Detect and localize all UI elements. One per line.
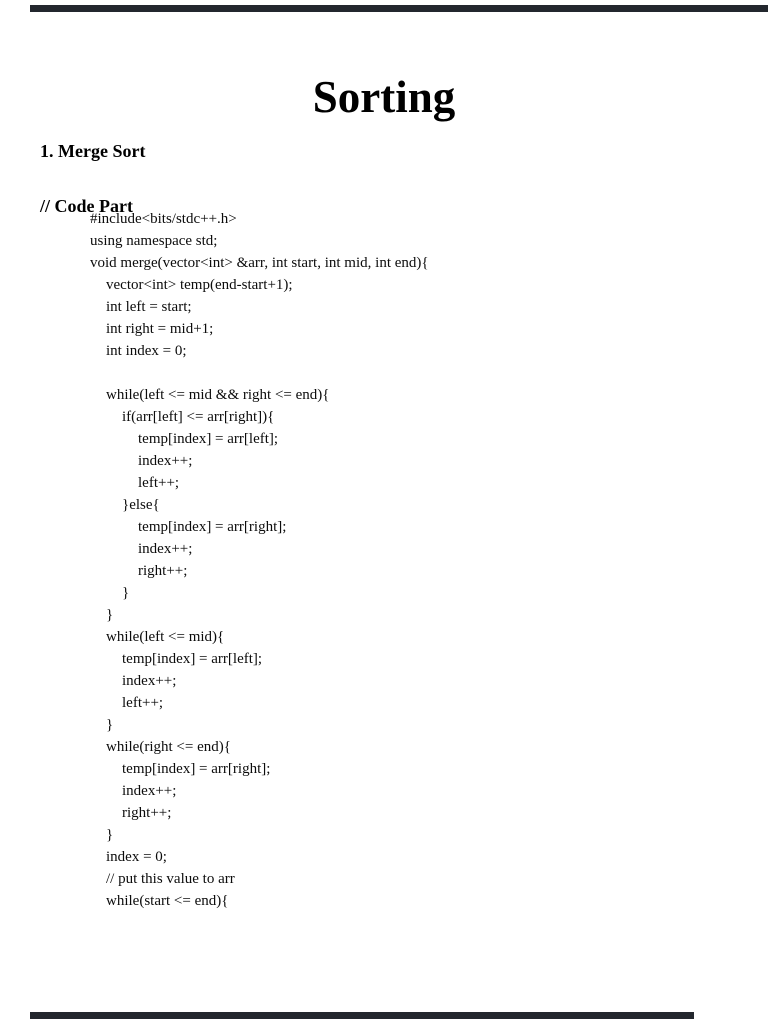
code-line: }: [106, 827, 114, 843]
code-line: vector<int> temp(end-start+1);: [106, 277, 293, 293]
code-line: }: [122, 585, 130, 601]
code-line: while(start <= end){: [106, 893, 229, 909]
code-line: while(left <= mid && right <= end){: [106, 387, 330, 403]
code-line: left++;: [122, 695, 164, 711]
code-line: int left = start;: [106, 299, 192, 315]
code-line: int index = 0;: [106, 343, 187, 359]
document-title: Sorting: [312, 72, 456, 123]
code-line: right++;: [138, 563, 188, 579]
top-edge-bar: [30, 5, 768, 12]
code-line: temp[index] = arr[right];: [122, 761, 271, 777]
code-line: if(arr[left] <= arr[right]){: [122, 409, 275, 425]
code-line: void merge(vector<int> &arr, int start, int mid, int end){: [90, 255, 429, 271]
code-line: while(left <= mid){: [106, 629, 225, 645]
code-line: [90, 362, 758, 384]
section-heading-merge-sort: 1. Merge Sort: [40, 140, 146, 161]
code-line: }: [106, 717, 114, 733]
code-line: #include<bits/stdc++.h>: [90, 211, 237, 227]
code-line: temp[index] = arr[left];: [122, 651, 263, 667]
code-line: index++;: [138, 453, 193, 469]
code-line: }else{: [122, 497, 160, 513]
code-line: temp[index] = arr[left];: [138, 431, 279, 447]
code-line: int right = mid+1;: [106, 321, 214, 337]
code-line: // put this value to arr: [106, 871, 235, 887]
code-line: using namespace std;: [90, 233, 218, 249]
code-line: while(right <= end){: [106, 739, 231, 755]
code-line: right++;: [122, 805, 172, 821]
code-line: left++;: [138, 475, 180, 491]
code-line: index++;: [122, 783, 177, 799]
code-line: index = 0;: [106, 849, 167, 865]
code-part-heading: // Code Part: [40, 195, 133, 216]
code-line: temp[index] = arr[right];: [138, 519, 287, 535]
code-line: }: [106, 607, 114, 623]
bottom-edge-bar: [30, 1012, 694, 1019]
code-line: index++;: [122, 673, 177, 689]
code-line: index++;: [138, 541, 193, 557]
code-block: [90, 208, 758, 912]
